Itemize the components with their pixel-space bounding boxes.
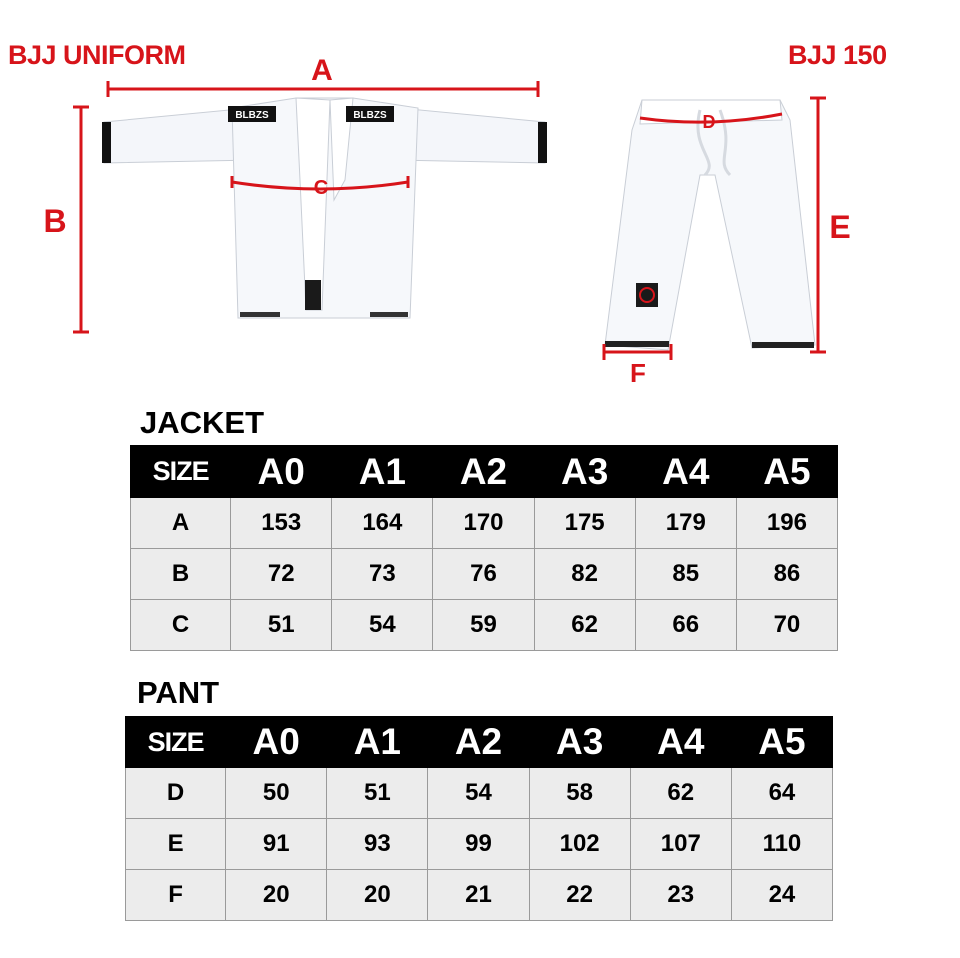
- table-cell: 170: [433, 498, 534, 549]
- row-label: D: [126, 768, 226, 819]
- table-cell: 50: [226, 768, 327, 819]
- left-cuff-trim: [102, 122, 111, 163]
- table-row: [126, 768, 833, 819]
- table-row: [126, 819, 833, 870]
- table-cell: 99: [428, 819, 529, 870]
- column-header-a2: A2: [428, 717, 529, 768]
- table-cell: 179: [635, 498, 736, 549]
- right-leg-trim: [752, 342, 814, 348]
- size-column-header: SIZE: [126, 717, 226, 768]
- table-cell: 85: [635, 549, 736, 600]
- label-d: D: [702, 112, 716, 132]
- left-leg-trim: [605, 341, 669, 347]
- pant-illustration: [605, 100, 815, 350]
- jacket-illustration: [102, 98, 547, 318]
- table-cell: 51: [327, 768, 428, 819]
- column-header-a0: A0: [231, 446, 332, 498]
- table-cell: 76: [433, 549, 534, 600]
- table-cell: 196: [736, 498, 837, 549]
- column-header-a3: A3: [534, 446, 635, 498]
- table-cell: 20: [327, 870, 428, 921]
- jacket-section-title: JACKET: [140, 405, 265, 440]
- column-header-a4: A4: [630, 717, 731, 768]
- size-column-header: SIZE: [131, 446, 231, 498]
- table-cell: 54: [428, 768, 529, 819]
- table-cell: 62: [534, 600, 635, 651]
- jacket-size-table: [130, 445, 838, 651]
- table-cell: 70: [736, 600, 837, 651]
- pant-size-table: [125, 716, 833, 921]
- right-cuff-trim: [538, 122, 547, 163]
- table-row: [131, 600, 838, 651]
- row-label: C: [131, 600, 231, 651]
- table-cell: 82: [534, 549, 635, 600]
- table-cell: 93: [327, 819, 428, 870]
- lapel-trim: [305, 280, 321, 310]
- table-cell: 54: [332, 600, 433, 651]
- table-cell: 175: [534, 498, 635, 549]
- hem-trim-left: [240, 312, 280, 317]
- table-cell: 59: [433, 600, 534, 651]
- row-label: F: [126, 870, 226, 921]
- table-cell: 23: [630, 870, 731, 921]
- pant-section-title: PANT: [137, 675, 220, 710]
- table-cell: 107: [630, 819, 731, 870]
- column-header-a0: A0: [226, 717, 327, 768]
- table-cell: 73: [332, 549, 433, 600]
- table-cell: 164: [332, 498, 433, 549]
- table-cell: 51: [231, 600, 332, 651]
- table-header-row: [126, 717, 833, 768]
- table-cell: 153: [231, 498, 332, 549]
- table-cell: 110: [731, 819, 832, 870]
- label-c: C: [313, 177, 329, 199]
- jacket-brand-left: BLBZS: [235, 110, 269, 121]
- table-cell: 64: [731, 768, 832, 819]
- hem-trim-right: [370, 312, 408, 317]
- table-cell: 86: [736, 549, 837, 600]
- column-header-a1: A1: [332, 446, 433, 498]
- table-row: [126, 870, 833, 921]
- column-header-a1: A1: [327, 717, 428, 768]
- model-title: BJJ 150: [788, 40, 887, 70]
- column-header-a4: A4: [635, 446, 736, 498]
- table-cell: 66: [635, 600, 736, 651]
- table-cell: 21: [428, 870, 529, 921]
- uniform-title: BJJ UNIFORM: [8, 40, 186, 70]
- table-cell: 72: [231, 549, 332, 600]
- measurement-diagram: [0, 0, 960, 400]
- table-cell: 58: [529, 768, 630, 819]
- column-header-a5: A5: [736, 446, 837, 498]
- row-label: E: [126, 819, 226, 870]
- row-label: B: [131, 549, 231, 600]
- table-cell: 91: [226, 819, 327, 870]
- table-cell: 22: [529, 870, 630, 921]
- table-cell: 24: [731, 870, 832, 921]
- jacket-brand-right: BLBZS: [353, 110, 387, 121]
- column-header-a3: A3: [529, 717, 630, 768]
- table-cell: 62: [630, 768, 731, 819]
- table-cell: 20: [226, 870, 327, 921]
- row-label: A: [131, 498, 231, 549]
- column-header-a5: A5: [731, 717, 832, 768]
- table-row: [131, 498, 838, 549]
- label-f: F: [630, 358, 646, 388]
- table-cell: 102: [529, 819, 630, 870]
- label-a: A: [311, 54, 333, 87]
- table-row: [131, 549, 838, 600]
- table-header-row: [131, 446, 838, 498]
- column-header-a2: A2: [433, 446, 534, 498]
- label-b: B: [43, 203, 67, 239]
- label-e: E: [829, 209, 851, 245]
